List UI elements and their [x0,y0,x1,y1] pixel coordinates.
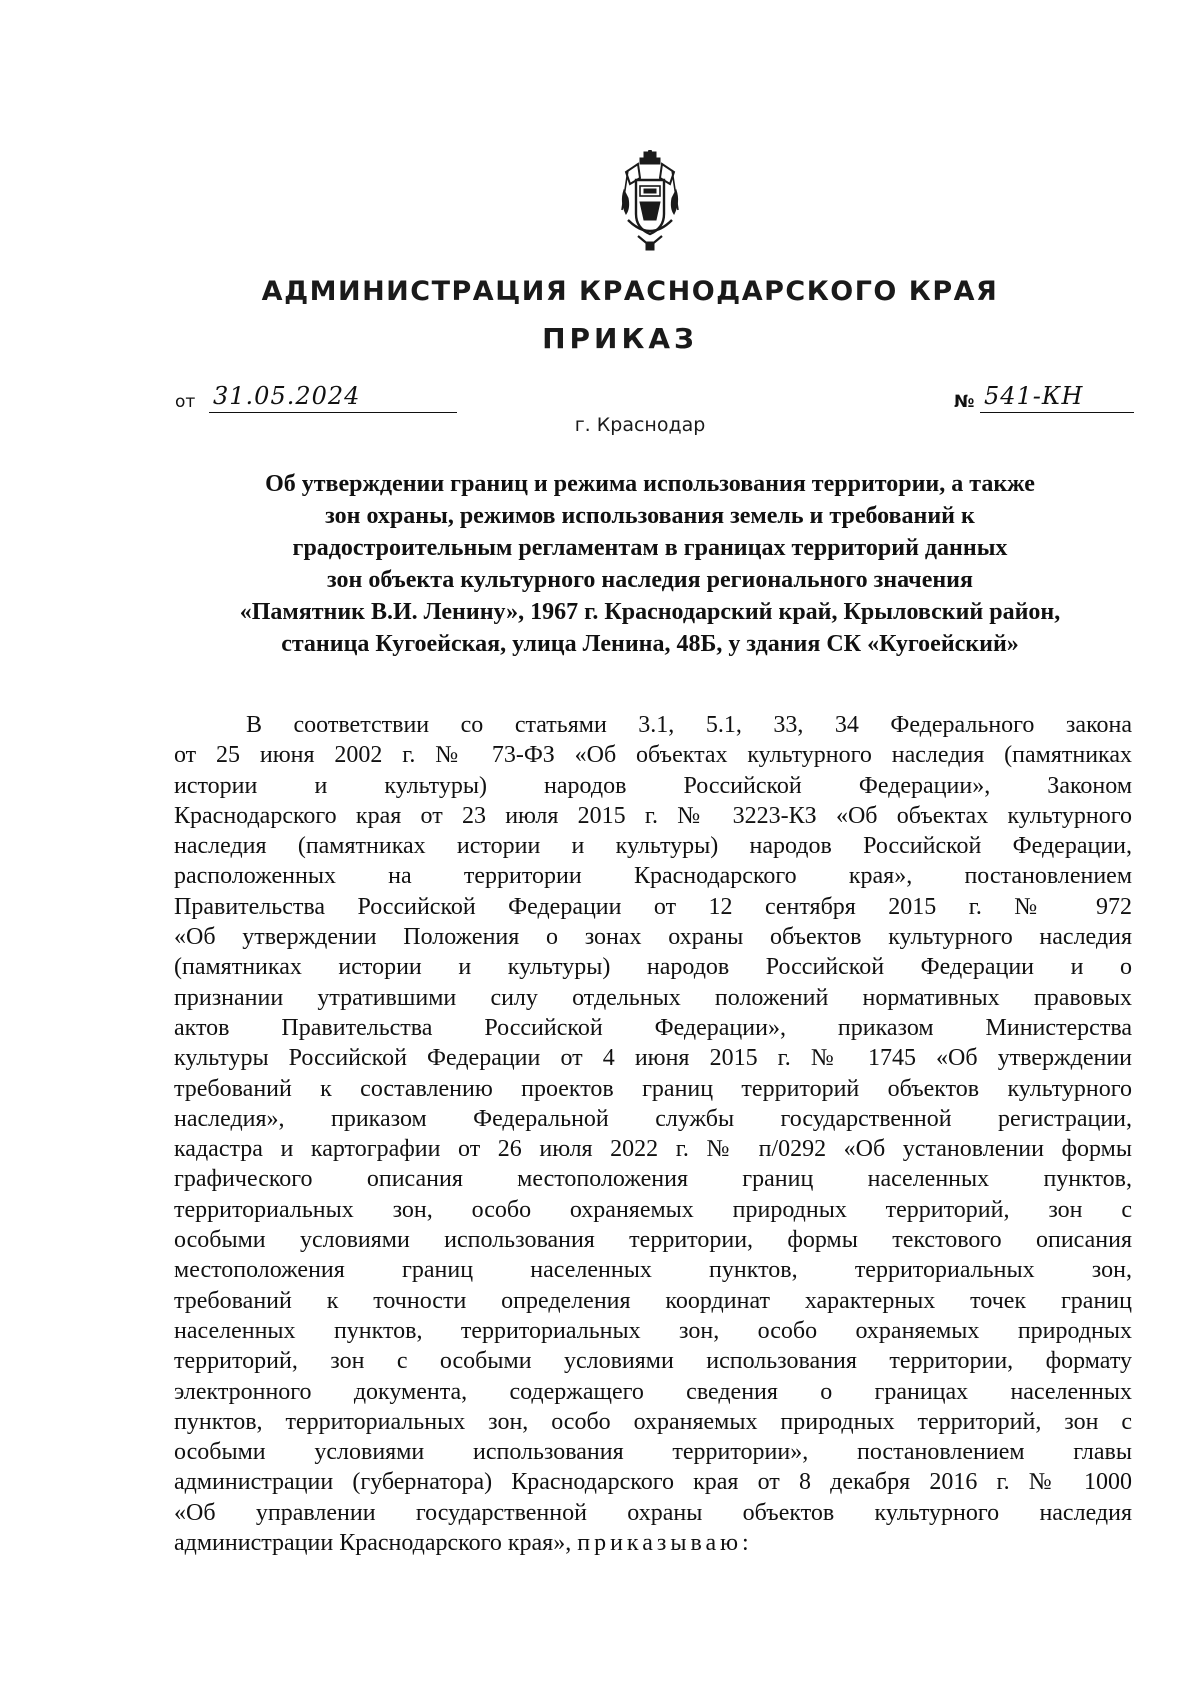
body-line: расположенных на территории Краснодарского края», постановлением [174,863,1132,890]
date-value: 31.05.2024 [209,382,457,413]
number-value: 541-КН [980,382,1134,413]
body-line: от 25 июня 2002 г. № 73-ФЗ «Об объектах культурного наследия (памятниках [174,742,1132,769]
coat-of-arms-emblem [618,150,682,252]
title-line: станица Кугоейская, улица Ленина, 48Б, у здания СК «Кугоейский» [281,631,1019,657]
body-line: требований к составлению проектов границ территорий объектов культурного [174,1075,1132,1102]
body-line: администрации (губернатора) Краснодарского края от 8 декабря 2016 г. № 1000 [174,1469,1132,1496]
body-last-line-text: администрации Краснодарского края», [174,1530,578,1557]
document-type: ПРИКАЗ [542,322,698,355]
body-line: особыми условиями использования территории», постановлением главы [174,1439,1132,1466]
body-line: культуры Российской Федерации от 4 июня 2015 г. № 1745 «Об утверждении [174,1045,1132,1072]
body-line: «Об управлении государственной охраны объектов культурного наследия [174,1499,1132,1526]
body-line: «Об утверждении Положения о зонах охраны объектов культурного наследия [174,924,1132,951]
title-line: зон охраны, режимов использования земель и требований к [325,503,975,529]
body-line: особыми условиями использования территории, формы текстового описания [174,1227,1132,1254]
number-label: № [954,392,975,412]
body-paragraph [174,710,1132,1558]
body-line: населенных пунктов, территориальных зон, особо охраняемых природных [174,1317,1132,1344]
title-line: зон объекта культурного наследия регионального значения [327,567,973,593]
body-line: В соответствии со статьями 3.1, 5.1, 33, 34 Федерального закона [246,712,1132,738]
body-line: кадастра и картографии от 26 июля 2022 г. № п/0292 «Об установлении формы [174,1136,1132,1163]
order-verb: приказываю: [577,1530,753,1557]
body-line: местоположения границ населенных пунктов, территориальных зон, [174,1257,1132,1284]
title-line: «Памятник В.И. Ленину», 1967 г. Краснодарский край, Крыловский район, [239,599,1061,625]
body-line: актов Правительства Российской Федерации», приказом Министерства [174,1014,1132,1041]
body-line: признании утратившими силу отдельных положений нормативных правовых [174,984,1132,1011]
body-line: Правительства Российской Федерации от 12 сентября 2015 г. № 972 [174,893,1132,920]
body-line: наследия», приказом Федеральной службы государственной регистрации, [174,1105,1132,1132]
body-line: наследия (памятниках истории и культуры) народов Российской Федерации, [174,833,1132,860]
date-label: от [175,392,196,412]
title-line: Об утверждении границ и режима использования территории, а также [265,471,1035,497]
body-line: истории и культуры) народов Российской Федерации», Законом [174,772,1132,799]
body-line: территориальных зон, особо охраняемых природных территорий, зон с [174,1196,1132,1223]
body-line: электронного документа, содержащего сведения о границах населенных [174,1378,1132,1405]
body-line: пунктов, территориальных зон, особо охраняемых природных территорий, зон с [174,1408,1132,1435]
title-line: градостроительным регламентам в границах территорий данных [292,535,1008,561]
document-title [170,468,1130,660]
organization-name: АДМИНИСТРАЦИЯ КРАСНОДАРСКОГО КРАЯ [261,276,999,307]
body-line: территорий, зон с особыми условиями использования территории, формату [174,1348,1132,1375]
body-line: требований к точности определения координат характерных точек границ [174,1287,1132,1314]
body-line: (памятниках истории и культуры) народов Российской Федерации и о [174,954,1132,981]
city-name: г. Краснодар [574,414,706,436]
body-line: графического описания местоположения границ населенных пунктов, [174,1166,1132,1193]
body-line: Краснодарского края от 23 июля 2015 г. № 3223-КЗ «Об объектах культурного [174,802,1132,829]
body-last-line [174,1528,1132,1558]
